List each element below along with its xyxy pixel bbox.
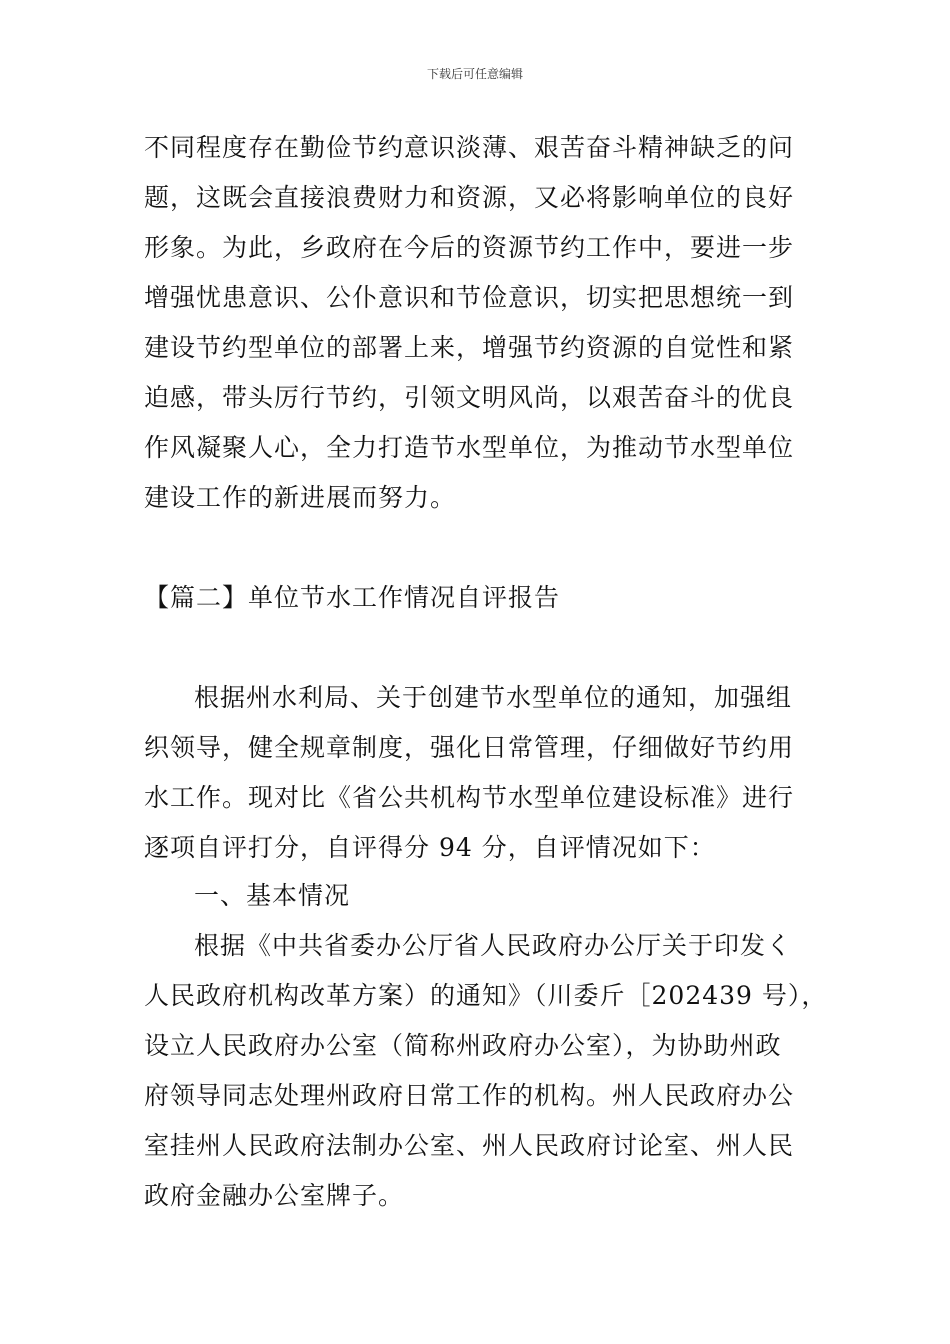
paragraph-line: 室挂州人民政府法制办公室、州人民政府讨论室、州人民 xyxy=(144,1131,795,1160)
paragraph-line: 逐项自评打分，自评得分 94 分，自评情况如下： xyxy=(144,833,716,862)
section-heading: 【篇二】单位节水工作情况自评报告 xyxy=(144,583,561,612)
paragraph-line: 建设工作的新进展而努力。 xyxy=(144,483,457,512)
paragraph-line: 题，这既会直接浪费财力和资源，又必将影响单位的良好 xyxy=(144,183,795,212)
paragraph-line: 设立人民政府办公室（简称州政府办公室），为协助州政 xyxy=(144,1031,782,1060)
paragraph-line: 府领导同志处理州政府日常工作的机构。州人民政府办公 xyxy=(144,1081,795,1110)
paragraph-line: 织领导，健全规章制度，强化日常管理，仔细做好节约用 xyxy=(144,733,795,762)
paragraph-line: 形象。为此，乡政府在今后的资源节约工作中，要进一步 xyxy=(144,233,795,262)
paragraph-line: 根据州水利局、关于创建节水型单位的通知，加强组 xyxy=(194,683,793,712)
paragraph-line: 水工作。现对比《省公共机构节水型单位建设标准》进行 xyxy=(144,783,795,812)
paragraph-line: 作风凝聚人心，全力打造节水型单位，为推动节水型单位 xyxy=(144,433,795,462)
subheading: 一、基本情况 xyxy=(194,881,351,910)
paragraph-line: 建设节约型单位的部署上来，增强节约资源的自觉性和紧 xyxy=(144,333,795,362)
paragraph-line: 政府金融办公室牌子。 xyxy=(144,1181,405,1210)
paragraph-line: 不同程度存在勤俭节约意识淡薄、艰苦奋斗精神缺乏的问 xyxy=(144,133,795,162)
page-header: 下载后可任意编辑 xyxy=(426,67,523,81)
paragraph-line: 迫感，带头厉行节约，引领文明风尚，以艰苦奋斗的优良 xyxy=(144,383,795,412)
paragraph-line: 人民政府机构改革方案）的通知》（川委斤［202439 号）， xyxy=(144,981,828,1010)
paragraph-line: 根据《中共省委办公厅省人民政府办公厅关于印发く xyxy=(194,931,793,960)
paragraph-line: 增强忧患意识、公仆意识和节俭意识，切实把思想统一到 xyxy=(144,283,795,312)
